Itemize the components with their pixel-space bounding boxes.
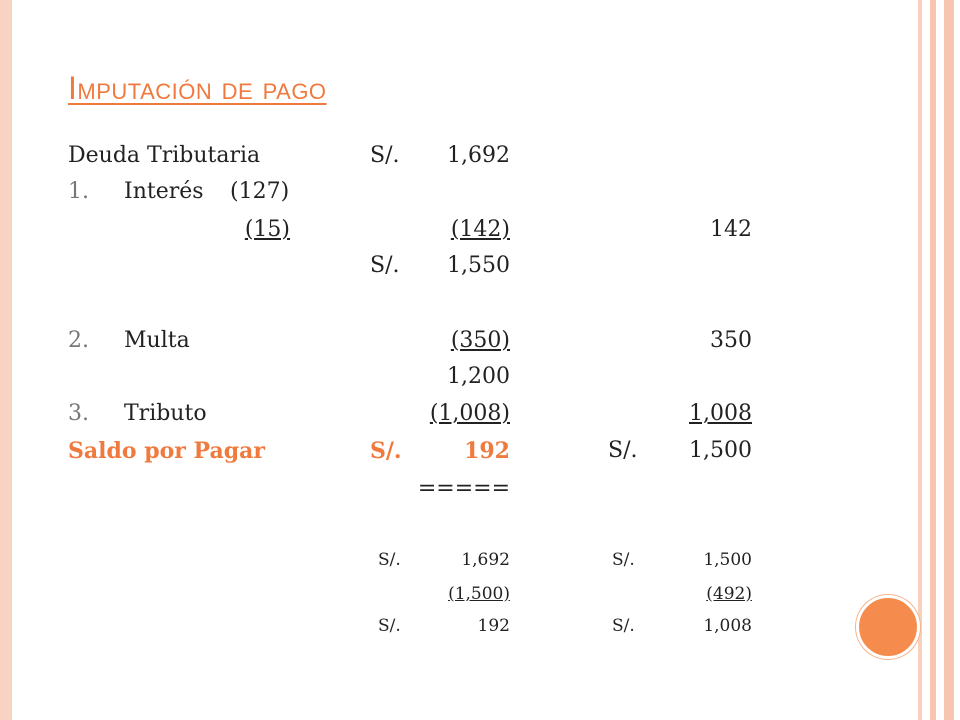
saldo-currency: S/. <box>370 438 402 464</box>
summary-r3-amount-a: 192 <box>477 616 510 636</box>
subtotal2-amount: 1,200 <box>447 364 510 389</box>
item-number-2: 2. <box>68 328 89 353</box>
right-frame-line-2 <box>930 0 936 720</box>
right-frame-line-1 <box>918 0 922 720</box>
equals-line: ===== <box>417 476 510 501</box>
summary-r3-amount-b: 1,008 <box>703 616 752 636</box>
multa-right: 350 <box>710 328 752 353</box>
subtotal1-amount: 1,550 <box>447 253 510 278</box>
interes-label: Interés <box>124 179 204 204</box>
slide-title: Imputación de pago <box>68 70 327 106</box>
summary-r1-amount-b: 1,500 <box>703 550 752 570</box>
summary-r3-currency-b: S/. <box>612 616 635 636</box>
summary-r1-currency-a: S/. <box>378 550 401 570</box>
interes-amount-1: (127) <box>230 179 290 204</box>
interes-total: (142) <box>450 217 510 242</box>
deuda-label: Deuda Tributaria <box>68 143 261 168</box>
deuda-currency: S/. <box>370 143 400 168</box>
decorative-circle <box>856 595 920 659</box>
summary-r1-currency-b: S/. <box>612 550 635 570</box>
multa-amount: (350) <box>450 328 510 353</box>
summary-r2-amount-a: (1,500) <box>448 584 510 604</box>
summary-r3-currency-a: S/. <box>378 616 401 636</box>
saldo-right-amount: 1,500 <box>689 438 752 463</box>
deuda-amount: 1,692 <box>447 143 510 168</box>
interes-amount-2: (15) <box>244 217 290 242</box>
interes-right: 142 <box>710 217 752 242</box>
item-number-3: 3. <box>68 401 89 426</box>
saldo-amount: 192 <box>464 438 510 464</box>
summary-r2-amount-b: (492) <box>706 584 752 604</box>
tributo-label: Tributo <box>124 401 207 426</box>
saldo-label: Saldo por Pagar <box>68 438 265 464</box>
multa-label: Multa <box>124 328 190 353</box>
right-frame-line-3 <box>944 0 954 720</box>
summary-r1-amount-a: 1,692 <box>461 550 510 570</box>
tributo-right: 1,008 <box>689 401 752 426</box>
tributo-amount: (1,008) <box>429 401 510 426</box>
item-number-1: 1. <box>68 179 89 204</box>
subtotal1-currency: S/. <box>370 253 400 278</box>
left-frame-bar <box>0 0 12 720</box>
saldo-right-currency: S/. <box>608 438 638 463</box>
